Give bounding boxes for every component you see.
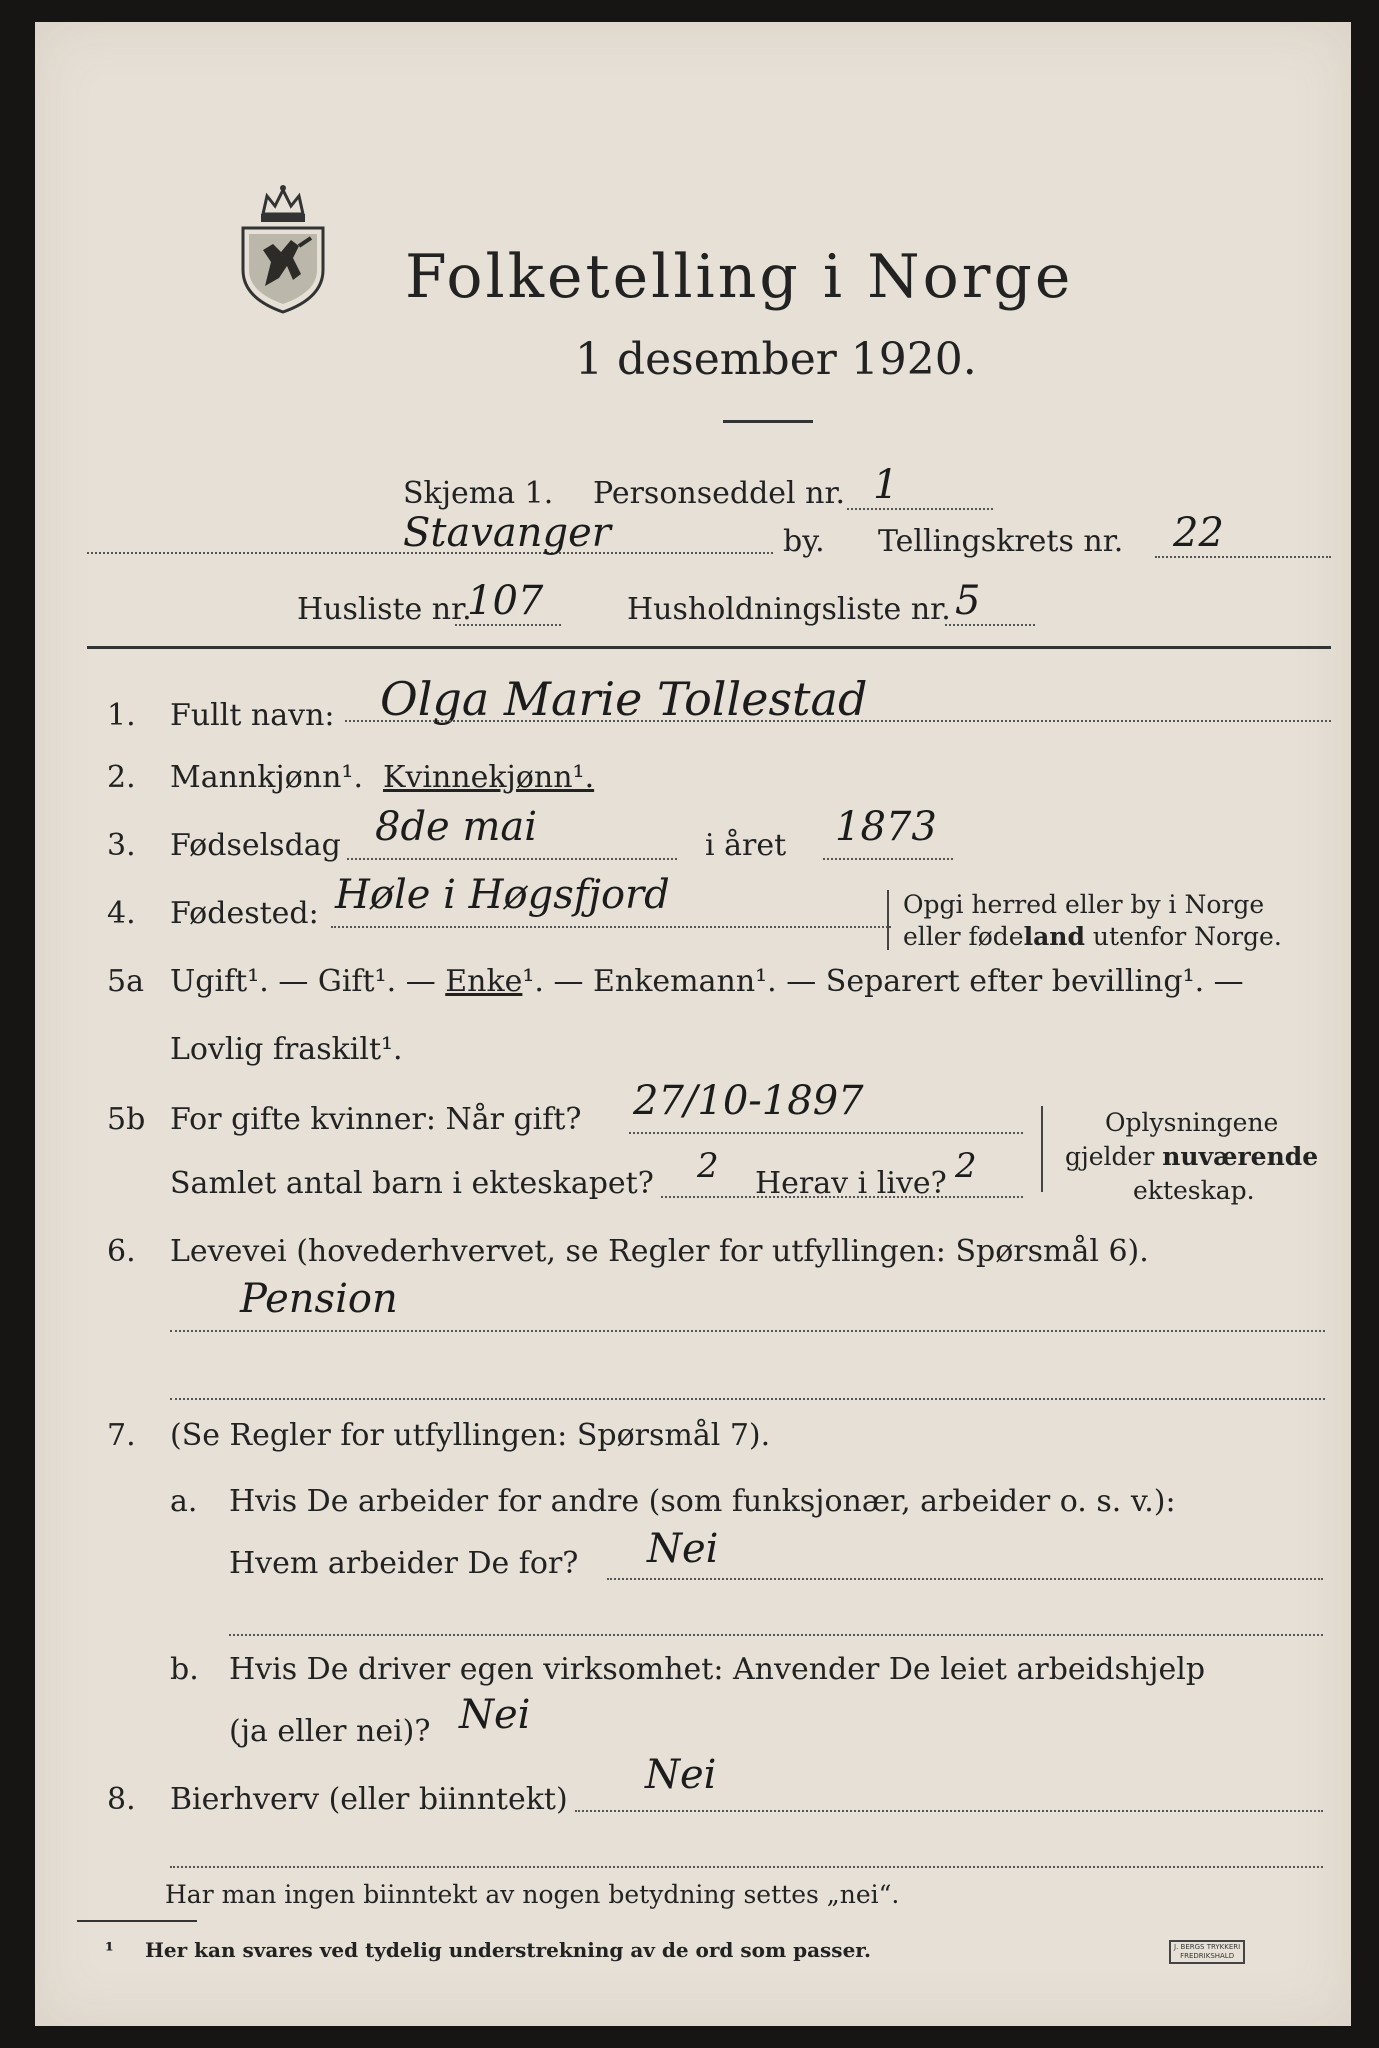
q5b-children-label: Samlet antal barn i ekteskapet?	[170, 1166, 654, 1201]
personseddel-value: 1	[873, 462, 899, 508]
personseddel-line	[847, 508, 993, 510]
husliste-label: Husliste nr.	[297, 592, 472, 627]
form-title: Folketelling i Norge	[405, 242, 1074, 312]
q5b-alive-value: 2	[955, 1146, 977, 1186]
q4-number: 4.	[107, 896, 136, 931]
q7a-employer-value: Nei	[647, 1526, 719, 1572]
coat-of-arms-icon	[233, 182, 333, 314]
q1-label: Fullt navn:	[170, 698, 335, 733]
q5b-note-line3: ekteskap.	[1133, 1176, 1255, 1205]
q5b-married-value: 27/10-1897	[633, 1078, 864, 1124]
footnote-mark: ¹	[105, 1938, 114, 1962]
q7a-extra-line	[229, 1634, 1323, 1636]
footnote-rule	[77, 1920, 197, 1922]
title-divider	[723, 420, 813, 423]
personseddel-label: Personseddel nr.	[593, 476, 846, 511]
q3-day-value: 8de mai	[375, 804, 538, 850]
q3-day-line	[347, 858, 677, 860]
q7-label: (Se Regler for utfyllingen: Spørsmål 7).	[170, 1418, 771, 1453]
q5b-number: 5b	[107, 1102, 146, 1137]
q2-female-option: Kvinnekjønn¹.	[383, 760, 595, 795]
q3-year-label: i året	[705, 828, 787, 863]
q2-number: 2.	[107, 760, 136, 795]
q8-label: Bierhverv (eller biinntekt)	[170, 1782, 568, 1817]
q7a-line	[607, 1578, 1323, 1580]
q4-label: Fødested:	[170, 896, 319, 931]
q5b-label: For gifte kvinner: Når gift?	[170, 1102, 582, 1137]
q8-extra-line	[170, 1866, 1323, 1868]
footnote-text: Her kan svares ved tydelig understrekning av de ord som passer.	[145, 1938, 871, 1962]
q6-line2	[170, 1398, 1325, 1400]
q3-year-value: 1873	[835, 804, 937, 850]
q5b-alive-label: Herav i live?	[755, 1166, 947, 1201]
q5b-note-line2: gjelder nuværende	[1065, 1142, 1319, 1171]
husholdning-value: 5	[955, 578, 981, 624]
q5a-options-line2: Lovlig fraskilt¹.	[170, 1032, 403, 1067]
q4-note-line2: eller fødeland utenfor Norge.	[903, 922, 1282, 951]
q5a-number: 5a	[107, 964, 144, 999]
printer-stamp-line1: J. BERGS TRYKKERI	[1174, 1943, 1241, 1951]
husliste-value: 107	[467, 578, 544, 624]
husholdning-line	[945, 624, 1035, 626]
q4-note-brace	[887, 890, 889, 950]
q8-side-income-value: Nei	[645, 1752, 717, 1798]
q4-line	[331, 926, 891, 928]
q7a-letter: a.	[170, 1484, 198, 1519]
printer-stamp	[1169, 1940, 1245, 1964]
q6-occupation-value: Pension	[240, 1276, 398, 1322]
q7b-line2: (ja eller nei)?	[229, 1714, 431, 1749]
q4-note-line1: Opgi herred eller by i Norge	[903, 890, 1265, 919]
q4-birthplace-value: Høle i Høgsfjord	[335, 872, 670, 918]
tellingskrets-value: 22	[1173, 510, 1224, 556]
q7-number: 7.	[107, 1418, 136, 1453]
q3-year-line	[823, 858, 953, 860]
q3-number: 3.	[107, 828, 136, 863]
tellingskrets-line	[1155, 556, 1331, 558]
q7a-line2: Hvem arbeider De for?	[229, 1546, 579, 1581]
q6-number: 6.	[107, 1234, 136, 1269]
q8-number: 8.	[107, 1782, 136, 1817]
schema-label: Skjema 1.	[403, 476, 554, 511]
census-form	[35, 22, 1351, 2026]
city-value: Stavanger	[403, 510, 611, 556]
q5b-married-line	[629, 1132, 1023, 1134]
q3-label: Fødselsdag	[170, 828, 341, 863]
q7b-hired-help-value: Nei	[459, 1692, 531, 1738]
q5b-note-brace	[1041, 1106, 1043, 1192]
q2-male-option: Mannkjønn¹.	[170, 760, 363, 795]
q7b-line1: Hvis De driver egen virksomhet: Anvender De leiet arbeidshjelp	[229, 1652, 1206, 1687]
q1-name-value: Olga Marie Tollestad	[380, 672, 868, 726]
tellingskrets-label: Tellingskrets nr.	[878, 524, 1124, 559]
footer-note: Har man ingen biinntekt av nogen betydning settes „nei“.	[165, 1880, 900, 1909]
q5b-children-value: 2	[697, 1146, 719, 1186]
by-label: by.	[783, 524, 825, 559]
q7b-letter: b.	[170, 1652, 199, 1687]
census-date: 1 desember 1920.	[575, 334, 977, 385]
q1-number: 1.	[107, 698, 136, 733]
q6-label: Levevei (hovederhvervet, se Regler for utfyllingen: Spørsmål 6).	[170, 1234, 1149, 1269]
q5b-note-line1: Oplysningene	[1105, 1108, 1279, 1137]
q1-line	[345, 720, 1331, 722]
printer-stamp-line2: FREDRIKSHALD	[1180, 1952, 1235, 1960]
husliste-line	[455, 624, 561, 626]
q8-line	[575, 1810, 1323, 1812]
q5a-options: Ugift¹. — Gift¹. — Enke¹. — Enkemann¹. — Separert efter bevilling¹. —	[170, 964, 1244, 999]
q5b-children-line	[661, 1196, 1023, 1198]
q6-line1	[170, 1330, 1325, 1332]
q7a-line1: Hvis De arbeider for andre (som funksjonær, arbeider o. s. v.):	[229, 1484, 1176, 1519]
header-rule	[87, 646, 1331, 649]
husholdning-label: Husholdningsliste nr.	[627, 592, 951, 627]
